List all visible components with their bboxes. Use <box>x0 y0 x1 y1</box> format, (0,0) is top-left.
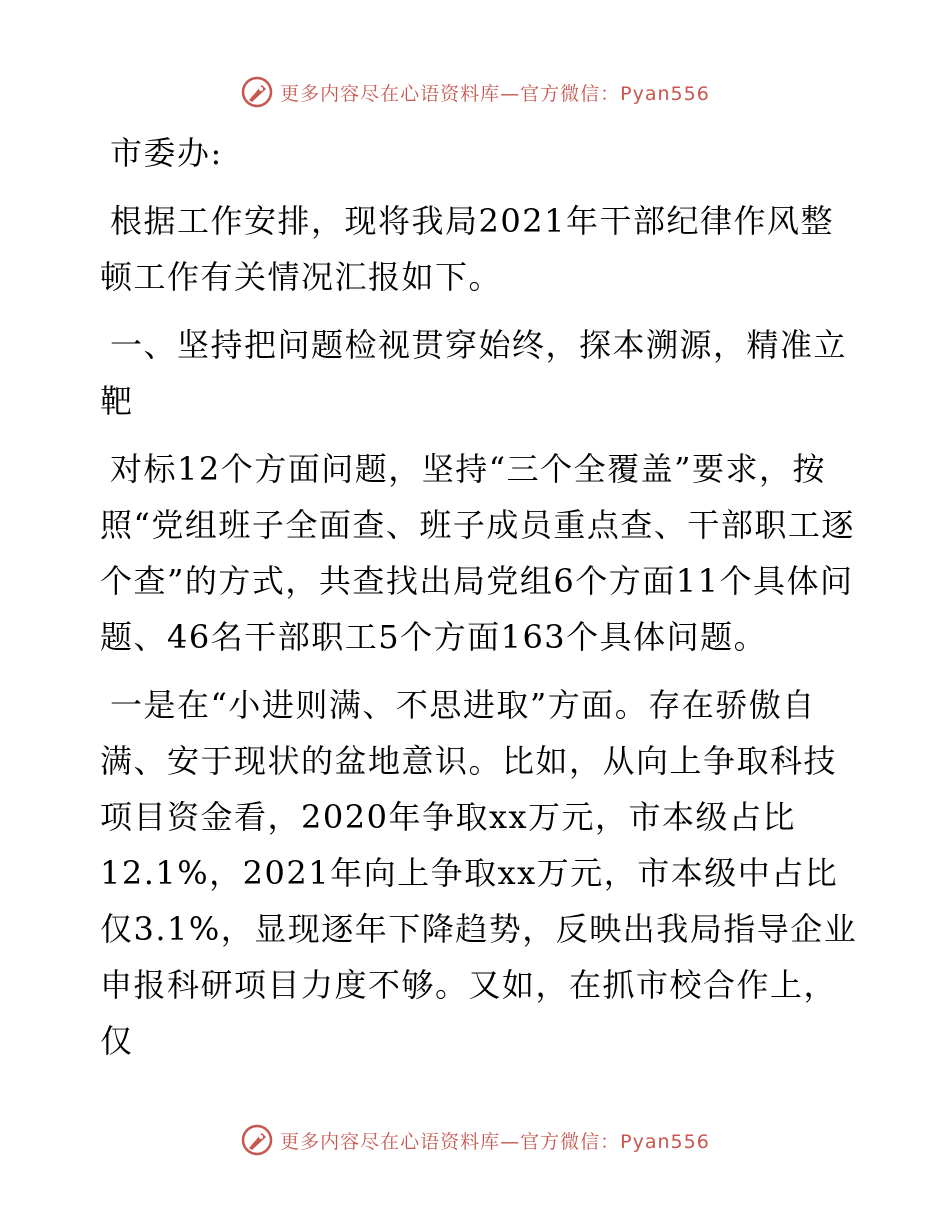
salutation: 市委办: <box>110 134 223 172</box>
pen-nib-icon <box>240 1123 274 1157</box>
paragraph-first-issue: 一是在“小进则满、不思进取”方面。存在骄傲自满、安于现状的盆地意识。比如，从向上争取科技项目资金看，2020年争取xx万元，市本级占比12.1%，2021年向上争取xx万元，市本级中占比仅3.1%，显现逐年下降趋势，反映出我局指导企业申报科研项目力度不够。又如，在抓市校合作上，仅 <box>100 686 858 1060</box>
section-heading-1: 一、坚持把问题检视贯穿始终，探本溯源，精准立靶 <box>100 326 848 420</box>
watermark-text: 更多内容尽在心语资料库—官方微信：Pyan556 <box>280 82 710 105</box>
watermark-text: 更多内容尽在心语资料库—官方微信：Pyan556 <box>280 1130 710 1153</box>
pen-nib-icon <box>240 75 274 109</box>
header-watermark <box>0 72 950 112</box>
paragraph-intro: 根据工作安排，现将我局2021年干部纪律作风整顿工作有关情况汇报如下。 <box>100 202 834 296</box>
document-body <box>100 125 860 1081</box>
paragraph-problem-check: 对标12个方面问题，坚持“三个全覆盖”要求，按照“党组班子全面查、班子成员重点查、干部职工逐个查”的方式，共查找出局党组6个方面11个具体问题、46名干部职工5个方面163个具体问题。 <box>100 450 855 656</box>
footer-watermark <box>0 1120 950 1160</box>
